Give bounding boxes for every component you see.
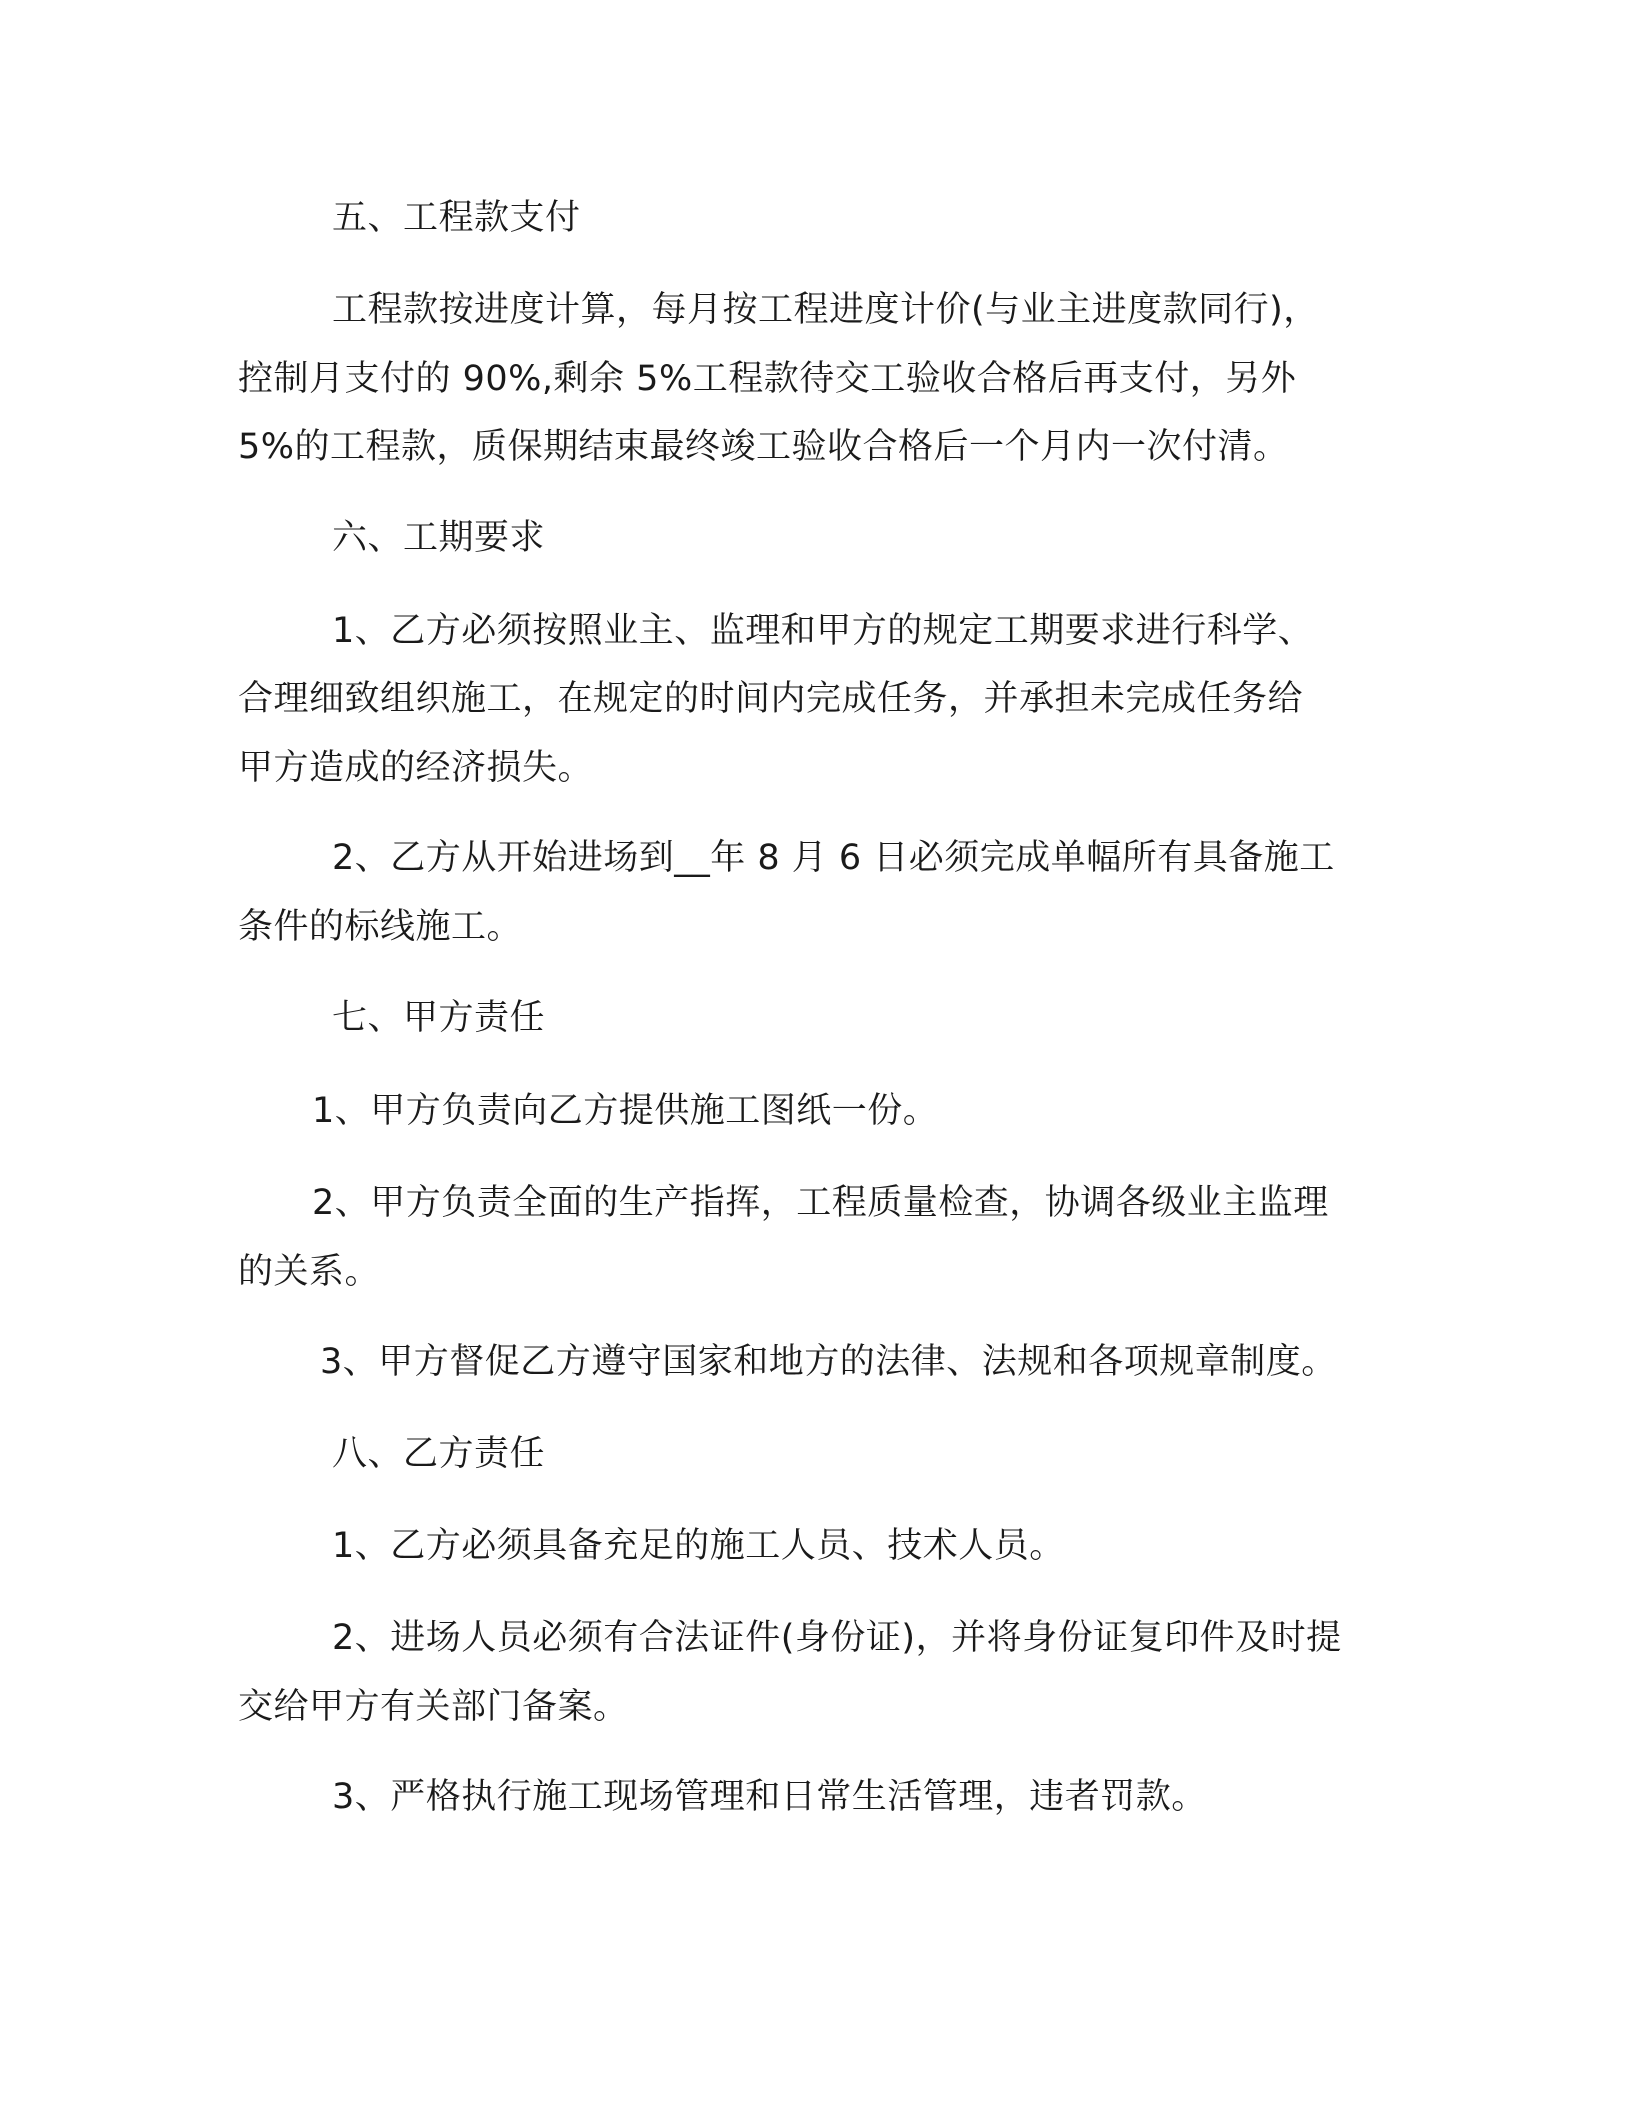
paragraph-line: 的关系。 (238, 1252, 381, 1292)
paragraph-line: 2、乙方从开始进场到__年 8 月 6 日必须完成单幅所有具备施工 (332, 838, 1335, 878)
section-heading-party-b: 八、乙方责任 (332, 1434, 546, 1474)
paragraph-line: 交给甲方有关部门备案。 (238, 1687, 629, 1727)
paragraph-line: 5%的工程款，质保期结束最终竣工验收合格后一个月内一次付清。 (238, 427, 1289, 467)
section-heading-party-a: 七、甲方责任 (332, 998, 546, 1038)
paragraph-line: 工程款按进度计算，每月按工程进度计价(与业主进度款同行)， (332, 290, 1319, 330)
paragraph-line: 2、甲方负责全面的生产指挥，工程质量检查，协调各级业主监理 (312, 1183, 1329, 1223)
section-heading-schedule: 六、工期要求 (332, 518, 546, 558)
paragraph-line: 控制月支付的 90%,剩余 5%工程款待交工验收合格后再支付，另外 (238, 359, 1297, 399)
paragraph-line: 2、进场人员必须有合法证件(身份证)，并将身份证复印件及时提 (332, 1618, 1342, 1658)
section-heading-payment: 五、工程款支付 (332, 198, 581, 238)
paragraph-line: 条件的标线施工。 (238, 907, 523, 947)
paragraph-line: 1、乙方必须具备充足的施工人员、技术人员。 (332, 1526, 1065, 1566)
paragraph-line: 3、严格执行施工现场管理和日常生活管理，违者罚款。 (332, 1777, 1207, 1817)
paragraph-line: 1、乙方必须按照业主、监理和甲方的规定工期要求进行科学、 (332, 611, 1314, 651)
paragraph-line: 1、甲方负责向乙方提供施工图纸一份。 (312, 1091, 939, 1131)
paragraph-line: 合理细致组织施工，在规定的时间内完成任务，并承担未完成任务给 (238, 679, 1304, 719)
paragraph-line: 3、甲方督促乙方遵守国家和地方的法律、法规和各项规章制度。 (320, 1342, 1337, 1382)
paragraph-line: 甲方造成的经济损失。 (238, 748, 594, 788)
